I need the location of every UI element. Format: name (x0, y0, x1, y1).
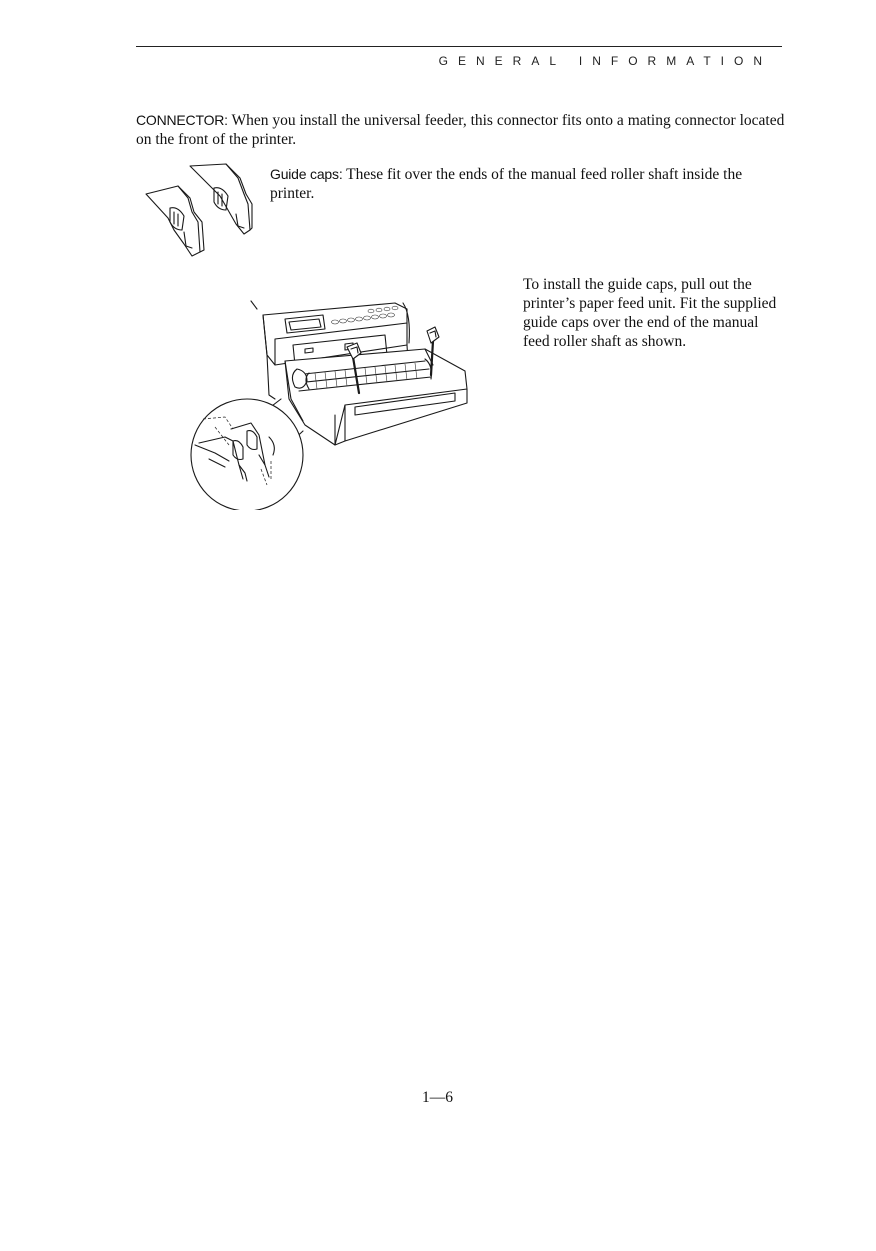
connector-term: CONNECTOR: (136, 112, 228, 128)
connector-text: When you install the universal feeder, this connector fits onto a mating connector located on the front of the printer. (136, 112, 785, 148)
guide-caps-paragraph (270, 165, 780, 203)
header-rule (136, 46, 782, 47)
connector-paragraph (136, 111, 786, 149)
guide-caps-illustration (140, 160, 265, 260)
install-instructions-paragraph: To install the guide caps, pull out the printer’s paper feed unit. Fit the supplied guide caps over the end of the manual feed roller shaft as shown. (523, 276, 777, 350)
guide-caps-text: These fit over the ends of the manual feed roller shaft inside the printer. (270, 166, 743, 202)
running-header: GENERAL INFORMATION (438, 54, 772, 68)
printer-installation-illustration (185, 295, 480, 510)
page-number: 1—6 (422, 1089, 453, 1106)
guide-caps-term: Guide caps: (270, 166, 343, 182)
